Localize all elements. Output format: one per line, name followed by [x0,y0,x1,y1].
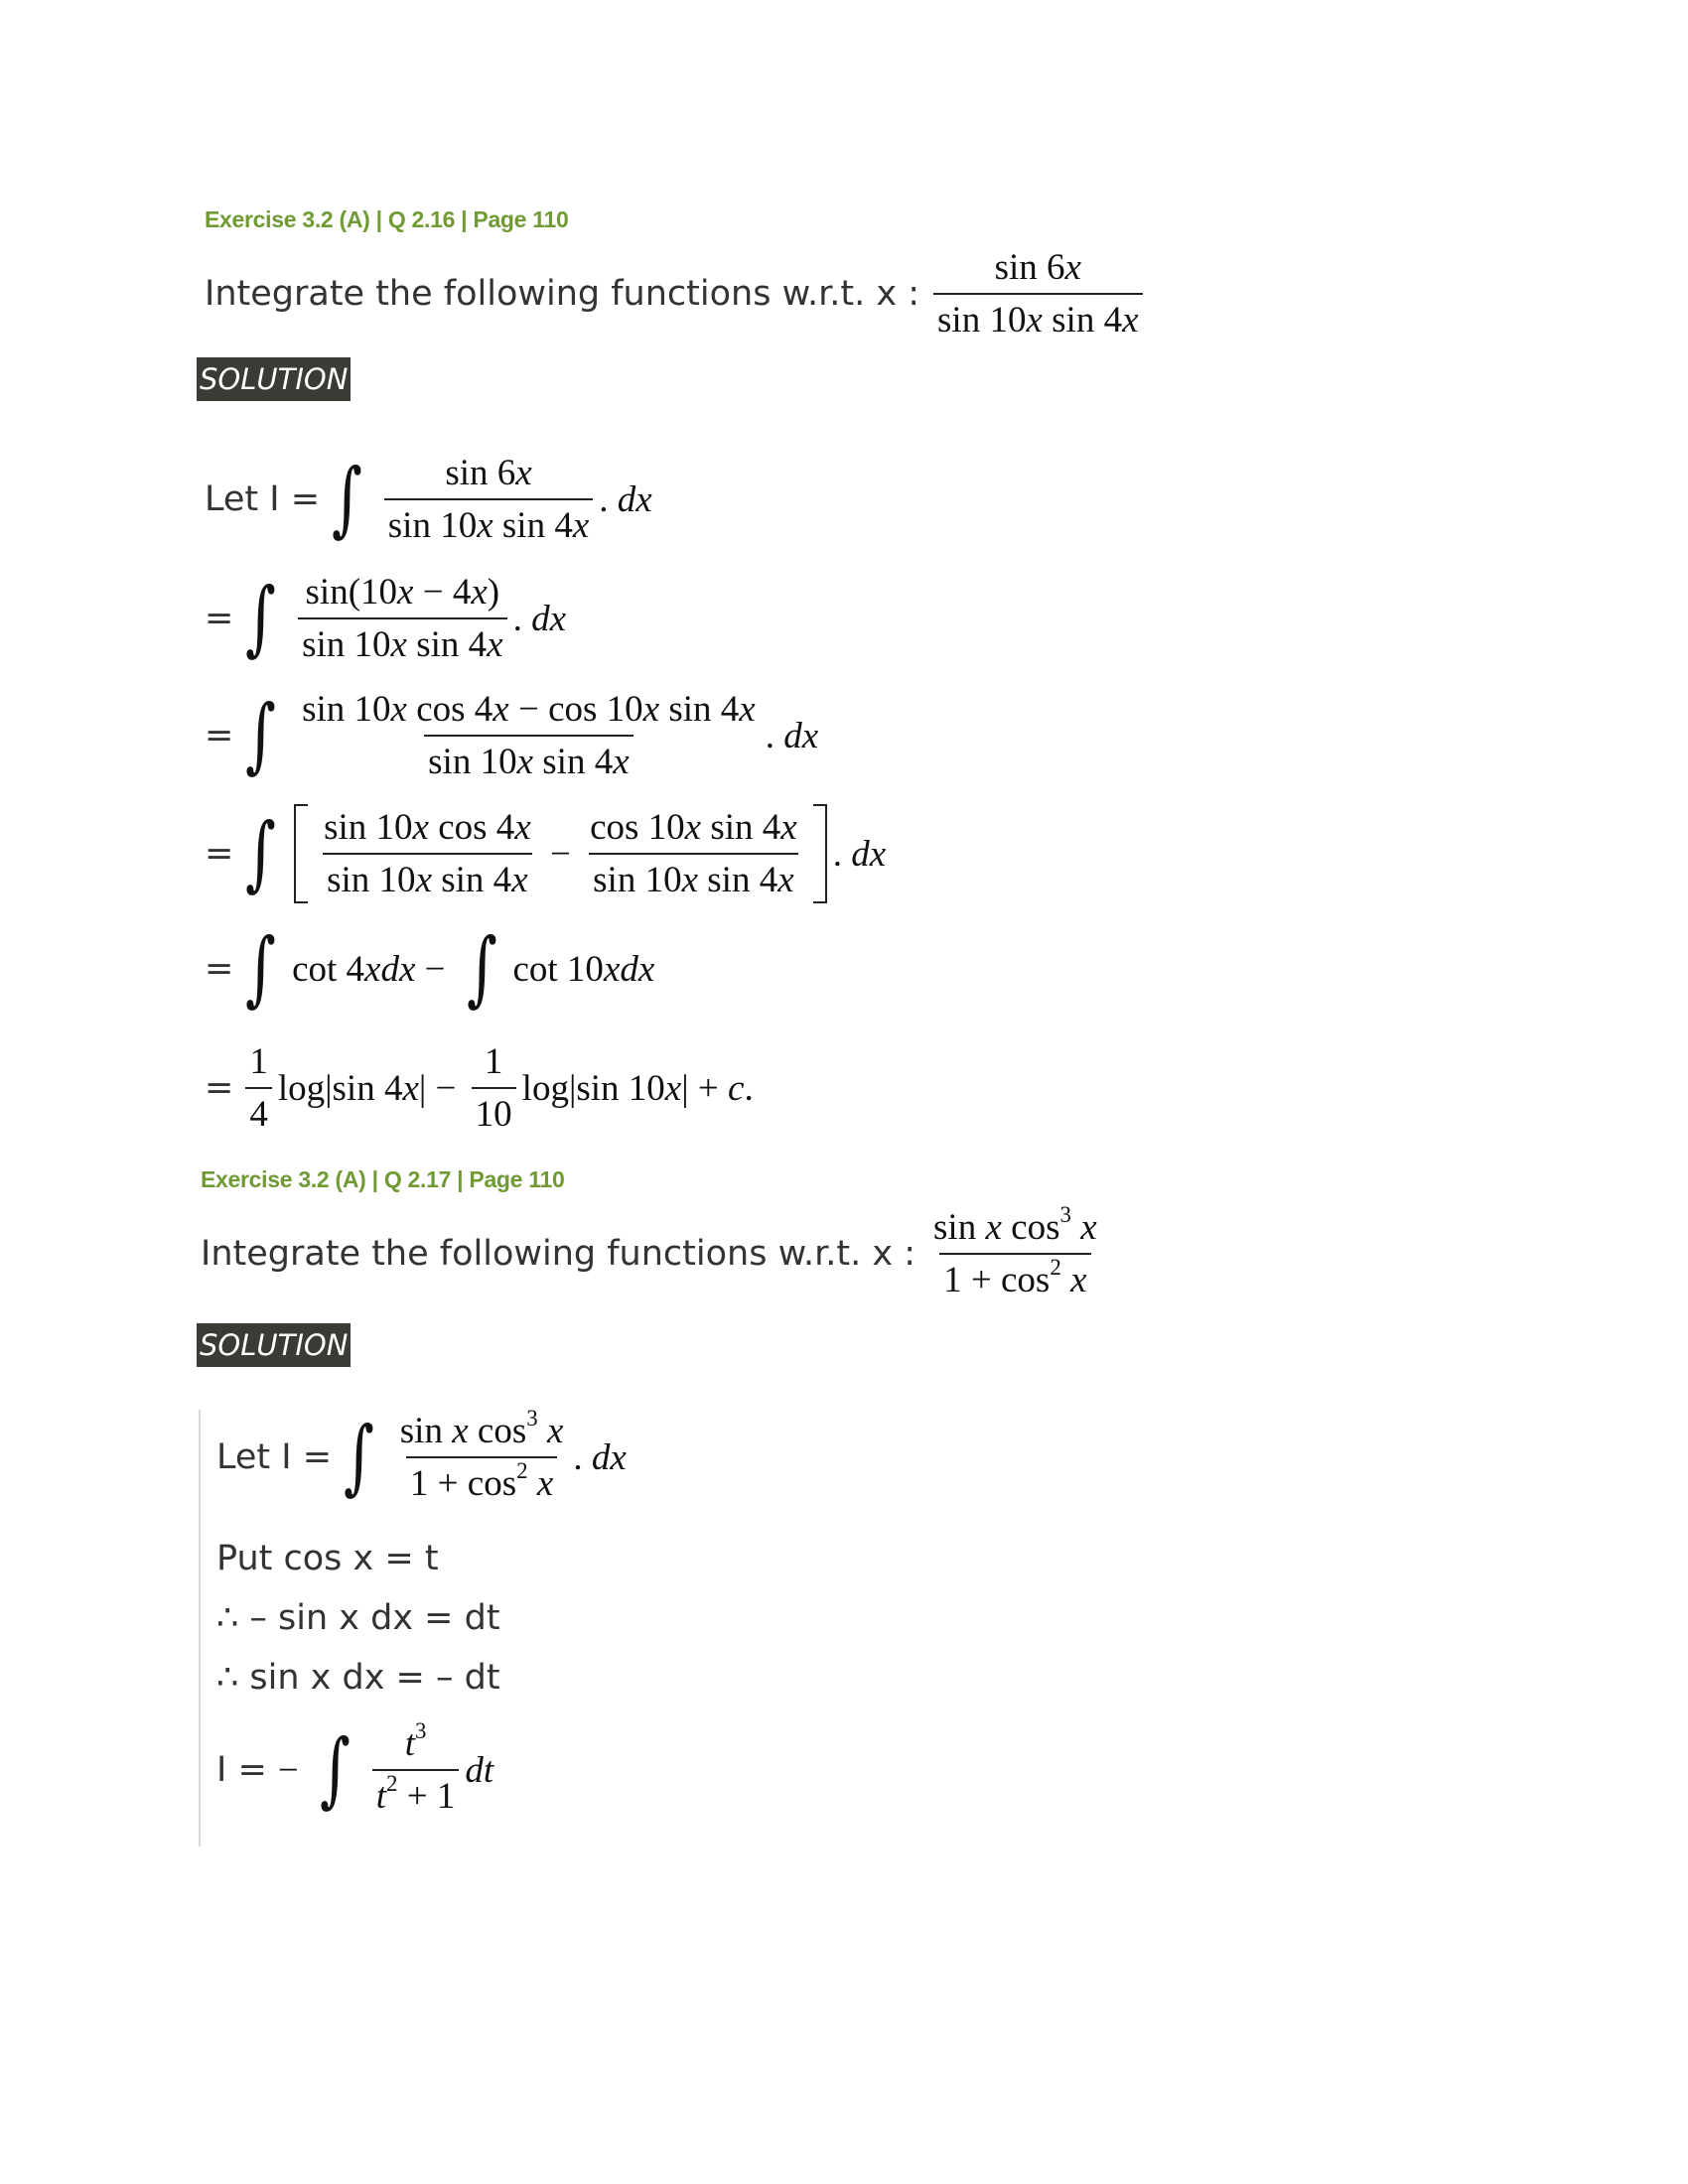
differential-line: ∴ – sin x dx = dt [216,1598,500,1638]
solution-step-5: = ∫ cot 4xdx − ∫ cot 10xdx [205,921,655,1016]
solution-badge: SOLUTION [197,1323,351,1367]
solution-badge: SOLUTION [197,357,351,401]
exercise-label: Exercise 3.2 (A) | Q 2.16 | Page 110 [205,206,569,232]
solution-left-border [199,1410,201,1846]
step-label: = [205,949,234,989]
differential-line-2: ∴ sin x dx = – dt [216,1658,500,1698]
step-label: = [205,716,234,755]
step-label: I = [216,1750,278,1790]
step-label: Let I = [216,1437,333,1477]
integral-sign: ∫ [245,571,277,665]
question-line [201,1201,1107,1301]
step-label: = [205,834,234,874]
exercise-label: Exercise 3.2 (A) | Q 2.17 | Page 110 [201,1166,565,1192]
solution-step-2: = ∫ $\frac{\sin(10x - 4x)}{\text{sin 10x sin 4x}}$ . dx [205,571,566,665]
substitution-line: Put cos x = t [216,1539,439,1578]
solution-step-6: = $\frac{1}{4}$ log|sin 4x| − $\frac{1}{10}$ log|sin 10x| + c. [205,1041,754,1135]
solution-step-3: = ∫ $\frac{\text{sin 10x cos 4x − cos 10x sin 4x}}{\text{sin 10x sin 4x}}$ . dx [205,688,819,782]
integral-sign: ∫ [245,806,277,900]
solution-step-final: I = − ∫ $\frac{t^3}{t^2 + 1}$ dt [216,1717,494,1817]
integral-sign: ∫ [245,921,277,1016]
question-expression: $\frac{\sin x \cos^3 x}{1 + \cos^2 x}$ [933,1201,1097,1300]
integral-sign: ∫ [245,688,277,782]
integral-sign: ∫ [320,1722,351,1817]
solution-step-1: Let I = ∫ $\frac{\sin 6x}{\text{sin 10x sin 4x}}$ . dx [205,452,652,546]
step-label: = [205,1068,234,1108]
question-expression: $\frac{\sin 6x}{\text{sin 10x sin 4x}}$ [927,246,1149,341]
solution-step-1: Let I = ∫ $\frac{\sin x \cos^3 x}{1 + \cos^2 x}$ . dx [216,1405,627,1504]
right-bracket [813,804,827,903]
step-label: Let I = [205,479,321,519]
question-text: Integrate the following functions w.r.t. x : [201,1234,916,1274]
integral-sign: ∫ [332,452,362,546]
question-line [205,246,1149,341]
left-bracket [294,804,308,903]
step-label: = [205,599,234,638]
integral-sign: ∫ [344,1410,374,1504]
solution-step-4: = ∫ $\frac{\text{sin 10x cos 4x}}{\text{sin 10x sin 4x}}$ − $\frac{\text{cos 10x sin 4x}}{\text{sin 10x sin 4x}}$ . dx [205,804,886,903]
question-text: Integrate the following functions w.r.t. x : [205,274,920,314]
integral-sign: ∫ [466,921,497,1016]
